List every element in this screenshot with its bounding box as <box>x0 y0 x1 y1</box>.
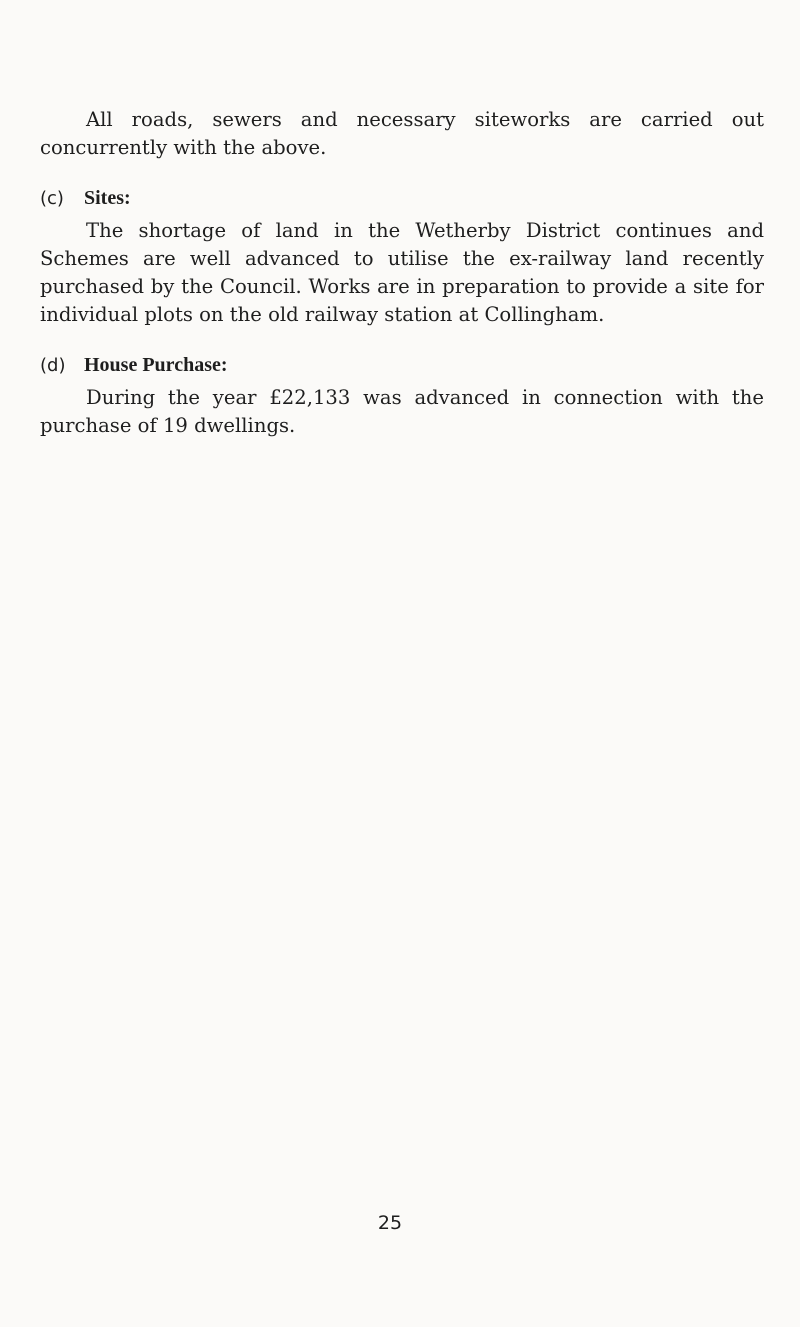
section-title: Sites: <box>84 187 131 209</box>
document-body <box>40 106 764 440</box>
section-heading <box>40 351 764 380</box>
section-label: (d) <box>40 355 66 376</box>
page-number: 25 <box>377 1212 403 1234</box>
section-house-purchase <box>40 351 764 440</box>
section-body: The shortage of land in the Wetherby District continues and Schemes are well advanced to utilise the ex-railway land recently purchased by the Council. Works are in preparation to provide a site for individual plots on the old railway station at Collingham. <box>40 219 764 326</box>
section-title: House Purchase: <box>84 354 228 376</box>
intro-paragraph: All roads, sewers and necessary siteworks are carried out concurrently with the above. <box>40 108 764 159</box>
section-sites <box>40 184 764 329</box>
section-heading <box>40 184 764 213</box>
section-body: During the year £22,133 was advanced in connection with the purchase of 19 dwellings. <box>40 386 764 437</box>
section-label: (c) <box>40 188 64 209</box>
